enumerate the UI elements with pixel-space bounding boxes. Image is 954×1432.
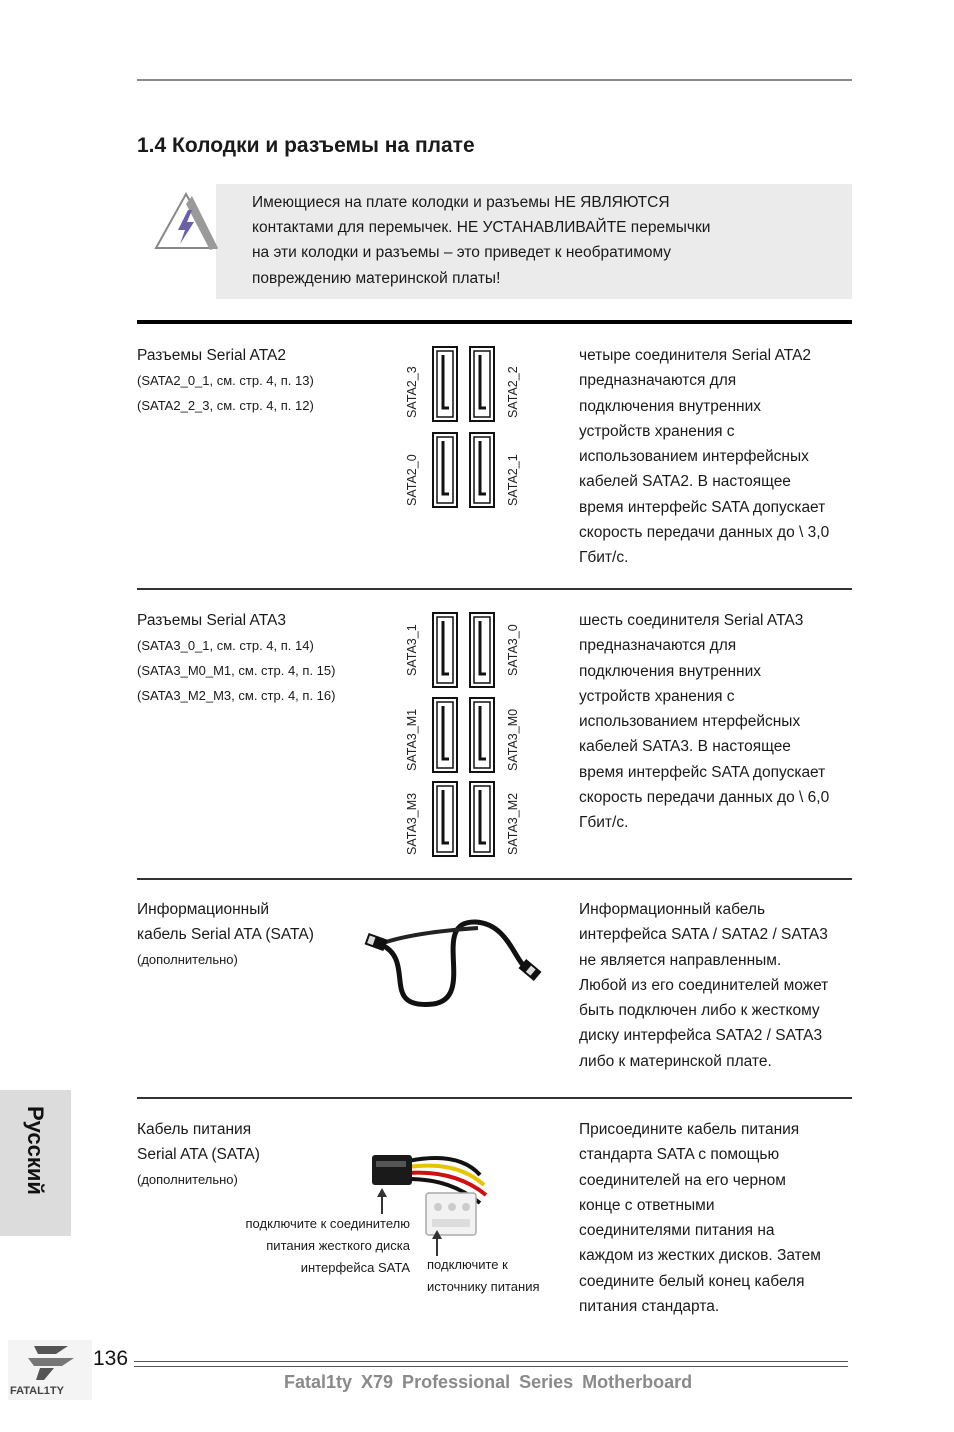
logo-text: FATAL1TY xyxy=(10,1385,64,1397)
sata2-label: Разъемы Serial ATA2 xyxy=(137,347,286,364)
port-label-sata2-3: SATA2_3 xyxy=(405,366,419,418)
sata-port-icon xyxy=(432,697,458,773)
port-label-sata3-m2: SATA3_M2 xyxy=(506,792,520,855)
data-cable-label-block xyxy=(137,897,314,972)
port-label-sata2-0: SATA2_0 xyxy=(405,454,419,506)
desc-line: либо к материнской плате. xyxy=(579,1052,772,1070)
warning-line: на эти колодки и разъемы – это приведет к необратимому xyxy=(252,244,672,262)
sata3-label-block xyxy=(137,608,335,708)
warning-line: контактами для перемычек. НЕ УСТАНАВЛИВАЙТЕ перемычки xyxy=(252,219,711,237)
desc-line: кабелей SATA3. В настоящее xyxy=(579,738,791,756)
power-cable-label: Кабель питания xyxy=(137,1121,252,1138)
sata-port-icon xyxy=(469,612,495,688)
sata-port-icon xyxy=(469,781,495,857)
desc-line: использованием нтерфейсных xyxy=(579,713,801,731)
desc-line: устройств хранения с xyxy=(579,687,735,705)
desc-line: Информационный кабель xyxy=(579,901,766,918)
language-side-tab xyxy=(0,1090,71,1236)
sata-port-icon xyxy=(469,432,495,508)
data-cable-label: кабель Serial ATA (SATA) xyxy=(137,926,314,943)
desc-line: Гбит/с. xyxy=(579,549,629,567)
note-line: интерфейса SATA xyxy=(300,1260,410,1275)
desc-line: время интерфейс SATA допускает xyxy=(579,763,826,781)
desc-line: Присоедините кабель питания xyxy=(579,1121,800,1138)
desc-line: питания стандарта. xyxy=(579,1298,720,1316)
sata2-ref: (SATA2_0_1, см. стр. 4, п. 13) xyxy=(137,373,314,388)
port-label-sata3-m1: SATA3_M1 xyxy=(405,708,419,771)
port-label-sata3-1: SATA3_1 xyxy=(405,624,419,676)
desc-line: соедините белый конец кабеля xyxy=(579,1272,805,1290)
power-cable-label: Serial ATA (SATA) xyxy=(137,1146,260,1163)
page-number: 136 xyxy=(93,1347,129,1370)
section-divider xyxy=(137,878,852,880)
fatal1ty-logo-icon xyxy=(8,1340,92,1400)
desc-line: время интерфейс SATA допускает xyxy=(579,498,826,516)
desc-line: скорость передачи данных до \ 3,0 xyxy=(579,524,830,542)
note-power-supply xyxy=(427,1254,567,1298)
sata2-description xyxy=(579,343,864,571)
desc-line: соединителей на его черном xyxy=(579,1171,786,1189)
note-line: питания жесткого диска xyxy=(266,1238,410,1253)
desc-line: подключения внутренних xyxy=(579,397,762,415)
port-label-sata3-0: SATA3_0 xyxy=(506,624,520,676)
desc-line: подключения внутренних xyxy=(579,662,762,680)
desc-line: предназначаются для xyxy=(579,372,737,390)
warning-line: Имеющиеся на плате колодки и разъемы НЕ ЯВЛЯЮТСЯ xyxy=(252,194,670,211)
up-arrow-icon xyxy=(377,1188,387,1214)
power-cable-description xyxy=(579,1117,864,1319)
note-line: источнику питания xyxy=(427,1279,540,1294)
desc-line: скорость передачи данных до \ 6,0 xyxy=(579,789,830,807)
desc-line: стандарта SATA с помощью xyxy=(579,1146,780,1164)
footer-product-title: Fatal1ty X79 Professional Series Motherboard xyxy=(284,1372,693,1392)
sata-data-cable-image xyxy=(358,900,548,1020)
port-label-sata3-m3: SATA3_M3 xyxy=(405,792,419,855)
desc-line: кабелей SATA2. В настоящее xyxy=(579,473,791,491)
sata-port-icon xyxy=(432,432,458,508)
top-rule xyxy=(137,79,852,81)
power-cable-label-block xyxy=(137,1117,260,1192)
desc-line: устройств хранения с xyxy=(579,422,735,440)
sata3-description xyxy=(579,608,864,836)
sata-port-icon xyxy=(432,612,458,688)
desc-line: быть подключен либо к жесткому xyxy=(579,1002,820,1020)
port-label-sata2-2: SATA2_2 xyxy=(506,366,520,418)
desc-line: предназначаются для xyxy=(579,637,737,655)
sata-port-icon xyxy=(432,781,458,857)
optional-note: (дополнительно) xyxy=(137,1172,238,1187)
data-cable-description xyxy=(579,897,864,1074)
desc-line: диску интерфейса SATA2 / SATA3 xyxy=(579,1027,823,1045)
desc-line: четыре соединителя Serial ATA2 xyxy=(579,347,812,364)
sata-port-icon xyxy=(432,346,458,422)
desc-line: интерфейса SATA / SATA2 / SATA3 xyxy=(579,926,828,944)
sata3-ref: (SATA3_M2_M3, см. стр. 4, п. 16) xyxy=(137,688,336,703)
data-cable-label: Информационный xyxy=(137,901,270,918)
desc-line: конце с ответными xyxy=(579,1196,715,1214)
note-sata-connector xyxy=(210,1213,410,1279)
section-divider xyxy=(137,1097,852,1099)
desc-line: каждом из жестких дисков. Затем xyxy=(579,1247,821,1265)
warning-lightning-icon xyxy=(152,190,220,254)
up-arrow-icon xyxy=(432,1230,442,1256)
desc-line: шесть соединителя Serial ATA3 xyxy=(579,612,804,629)
sata2-label-block xyxy=(137,343,314,418)
sata2-ref: (SATA2_2_3, см. стр. 4, п. 12) xyxy=(137,398,314,413)
section-divider xyxy=(137,320,852,324)
sata3-ref: (SATA3_M0_M1, см. стр. 4, п. 15) xyxy=(137,663,336,678)
desc-line: соединителями питания на xyxy=(579,1222,775,1240)
note-line: подключите к xyxy=(427,1257,508,1272)
sata3-ref: (SATA3_0_1, см. стр. 4, п. 14) xyxy=(137,638,314,653)
desc-line: не является направленным. xyxy=(579,951,782,969)
warning-line: повреждению материнской платы! xyxy=(252,269,501,287)
warning-text xyxy=(252,190,812,291)
language-label: Русский xyxy=(23,1106,48,1195)
desc-line: Любой из его соединителей может xyxy=(579,976,829,994)
sata-port-icon xyxy=(469,346,495,422)
port-label-sata3-m0: SATA3_M0 xyxy=(506,708,520,771)
section-title: 1.4 Колодки и разъемы на плате xyxy=(137,134,475,157)
sata-port-icon xyxy=(469,697,495,773)
desc-line: использованием интерфейсных xyxy=(579,448,809,466)
footer-rule xyxy=(134,1361,848,1367)
section-divider xyxy=(137,588,852,590)
sata3-label: Разъемы Serial ATA3 xyxy=(137,612,286,629)
port-label-sata2-1: SATA2_1 xyxy=(506,454,520,506)
optional-note: (дополнительно) xyxy=(137,952,238,967)
desc-line: Гбит/с. xyxy=(579,814,629,832)
note-line: подключите к соединителю xyxy=(245,1216,410,1231)
